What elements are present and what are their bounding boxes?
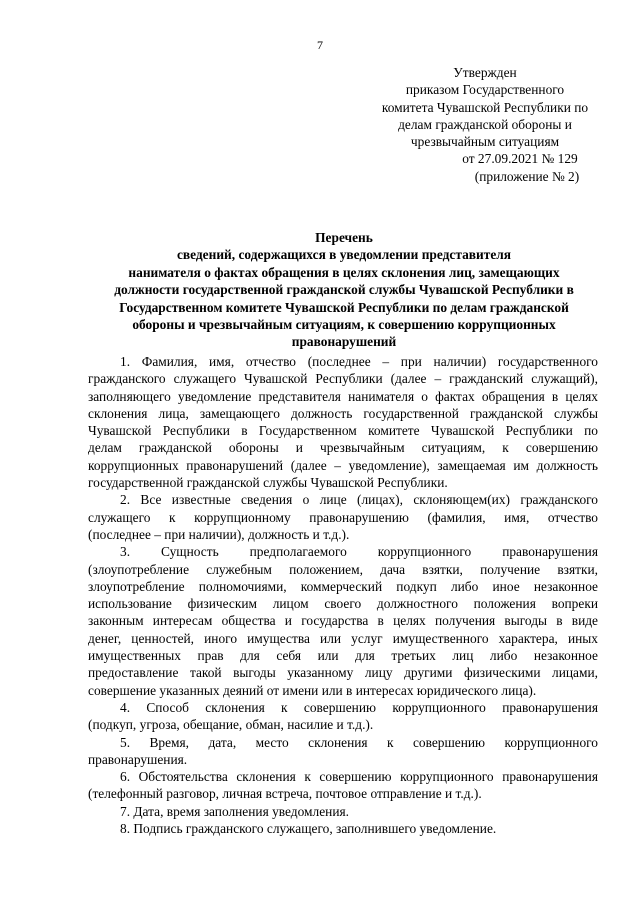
title-line: сведений, содержащихся в уведомлении представителя bbox=[176, 247, 512, 263]
text-line: гражданского служащего Чувашской Республики (далее – гражданский служащий), bbox=[88, 371, 598, 387]
list-item-6 bbox=[88, 768, 598, 803]
text-line: (телефонный разговор, личная встреча, почтовое отправление и т.д.). bbox=[88, 786, 482, 802]
text-line: 2. Все известные сведения о лице (лицах), склоняющем(их) гражданского bbox=[120, 492, 598, 508]
text-line: Чувашской Республики в Государственном комитете Чувашской Республики по bbox=[88, 423, 598, 439]
text-line: государственной гражданской службы Чувашской Республики. bbox=[88, 475, 448, 491]
text-line: (злоупотребление служебным положением, дача взятки, получение взятки, bbox=[88, 561, 598, 577]
text-line: (подкуп, угроза, обещание, обман, насилие и т.д.). bbox=[88, 717, 374, 733]
text-line: использование физическим лицом своего должностного положения вопреки bbox=[88, 596, 598, 612]
approval-line: (приложение № 2) bbox=[474, 168, 580, 184]
page-number: 7 bbox=[317, 38, 323, 52]
text-line: имущественных прав для себя или для третьих лиц либо незаконное bbox=[88, 648, 598, 664]
title-line: должности государственной гражданской службы Чувашской Республики в bbox=[114, 282, 574, 298]
text-line: заполняющего уведомление представителя нанимателя о фактах обращения в целях bbox=[88, 388, 598, 404]
text-line: склонения лица, замещающего должность государственной гражданской службы bbox=[88, 405, 598, 421]
title-line: нанимателя о фактах обращения в целях склонения лиц, замещающих bbox=[128, 264, 560, 280]
text-line: служащего к коррупционному правонарушению (фамилия, имя, отчество bbox=[88, 509, 598, 525]
text-line: 5. Время, дата, место склонения к совершению коррупционного bbox=[120, 734, 598, 750]
approval-line: приказом Государственного bbox=[405, 82, 565, 98]
approval-line: комитета Чувашской Республики по bbox=[381, 99, 589, 115]
text-line: 4. Способ склонения к совершению коррупционного правонарушения bbox=[120, 699, 598, 715]
list-item-4 bbox=[88, 699, 598, 734]
title-line: Перечень bbox=[315, 230, 373, 245]
text-line: (последнее – при наличии), должность и т.д.). bbox=[88, 526, 350, 542]
title-line: правонарушений bbox=[291, 334, 397, 350]
approval-line: от 27.09.2021 № 129 bbox=[462, 151, 578, 167]
document-body bbox=[88, 353, 598, 837]
list-item-8 bbox=[88, 820, 598, 837]
text-line: предоставление такой выгоды указанному лицу другими физическими лицами, bbox=[88, 665, 598, 681]
text-line: денег, ценностей, иного имущества или услуг имущественного характера, иных bbox=[88, 630, 598, 646]
text-line: злоупотребление полномочиями, коммерческий подкуп либо иное незаконное bbox=[88, 578, 598, 594]
text-line: совершение указанных деяний от имени или в интересах юридического лица). bbox=[88, 682, 537, 698]
text-line: 1. Фамилия, имя, отчество (последнее – при наличии) государственного bbox=[120, 354, 598, 369]
list-item-5 bbox=[88, 734, 598, 769]
text-line: делам гражданской обороны и чрезвычайным ситуациям, к совершению bbox=[88, 440, 598, 456]
text-line: коррупционных правонарушений (далее – уведомление), замещаемая им должность bbox=[88, 457, 598, 473]
approval-line: Утвержден bbox=[453, 65, 517, 80]
text-line: законным интересам общества и государства в целях получения выгоды в виде bbox=[88, 613, 598, 629]
text-line: 6. Обстоятельства склонения к совершению коррупционного правонарушения bbox=[120, 769, 598, 785]
list-item-3 bbox=[88, 543, 598, 699]
text-line: 7. Дата, время заполнения уведомления. bbox=[120, 803, 349, 819]
list-item-2 bbox=[88, 491, 598, 543]
list-item-7 bbox=[88, 803, 598, 820]
list-item-1 bbox=[88, 353, 598, 491]
approval-stamp bbox=[355, 64, 615, 185]
approval-line: делам гражданской обороны и bbox=[398, 116, 572, 132]
text-line: 8. Подпись гражданского служащего, заполнившего уведомление. bbox=[120, 821, 497, 837]
text-line: правонарушения. bbox=[88, 751, 188, 767]
text-line: 3. Сущность предполагаемого коррупционного правонарушения bbox=[120, 544, 598, 560]
document-title bbox=[88, 229, 600, 351]
title-line: Государственном комитете Чувашской Республики по делам гражданской bbox=[119, 299, 569, 315]
title-line: обороны и чрезвычайным ситуациям, к совершению коррупционных bbox=[132, 317, 556, 333]
approval-line: чрезвычайным ситуациям bbox=[410, 134, 560, 150]
